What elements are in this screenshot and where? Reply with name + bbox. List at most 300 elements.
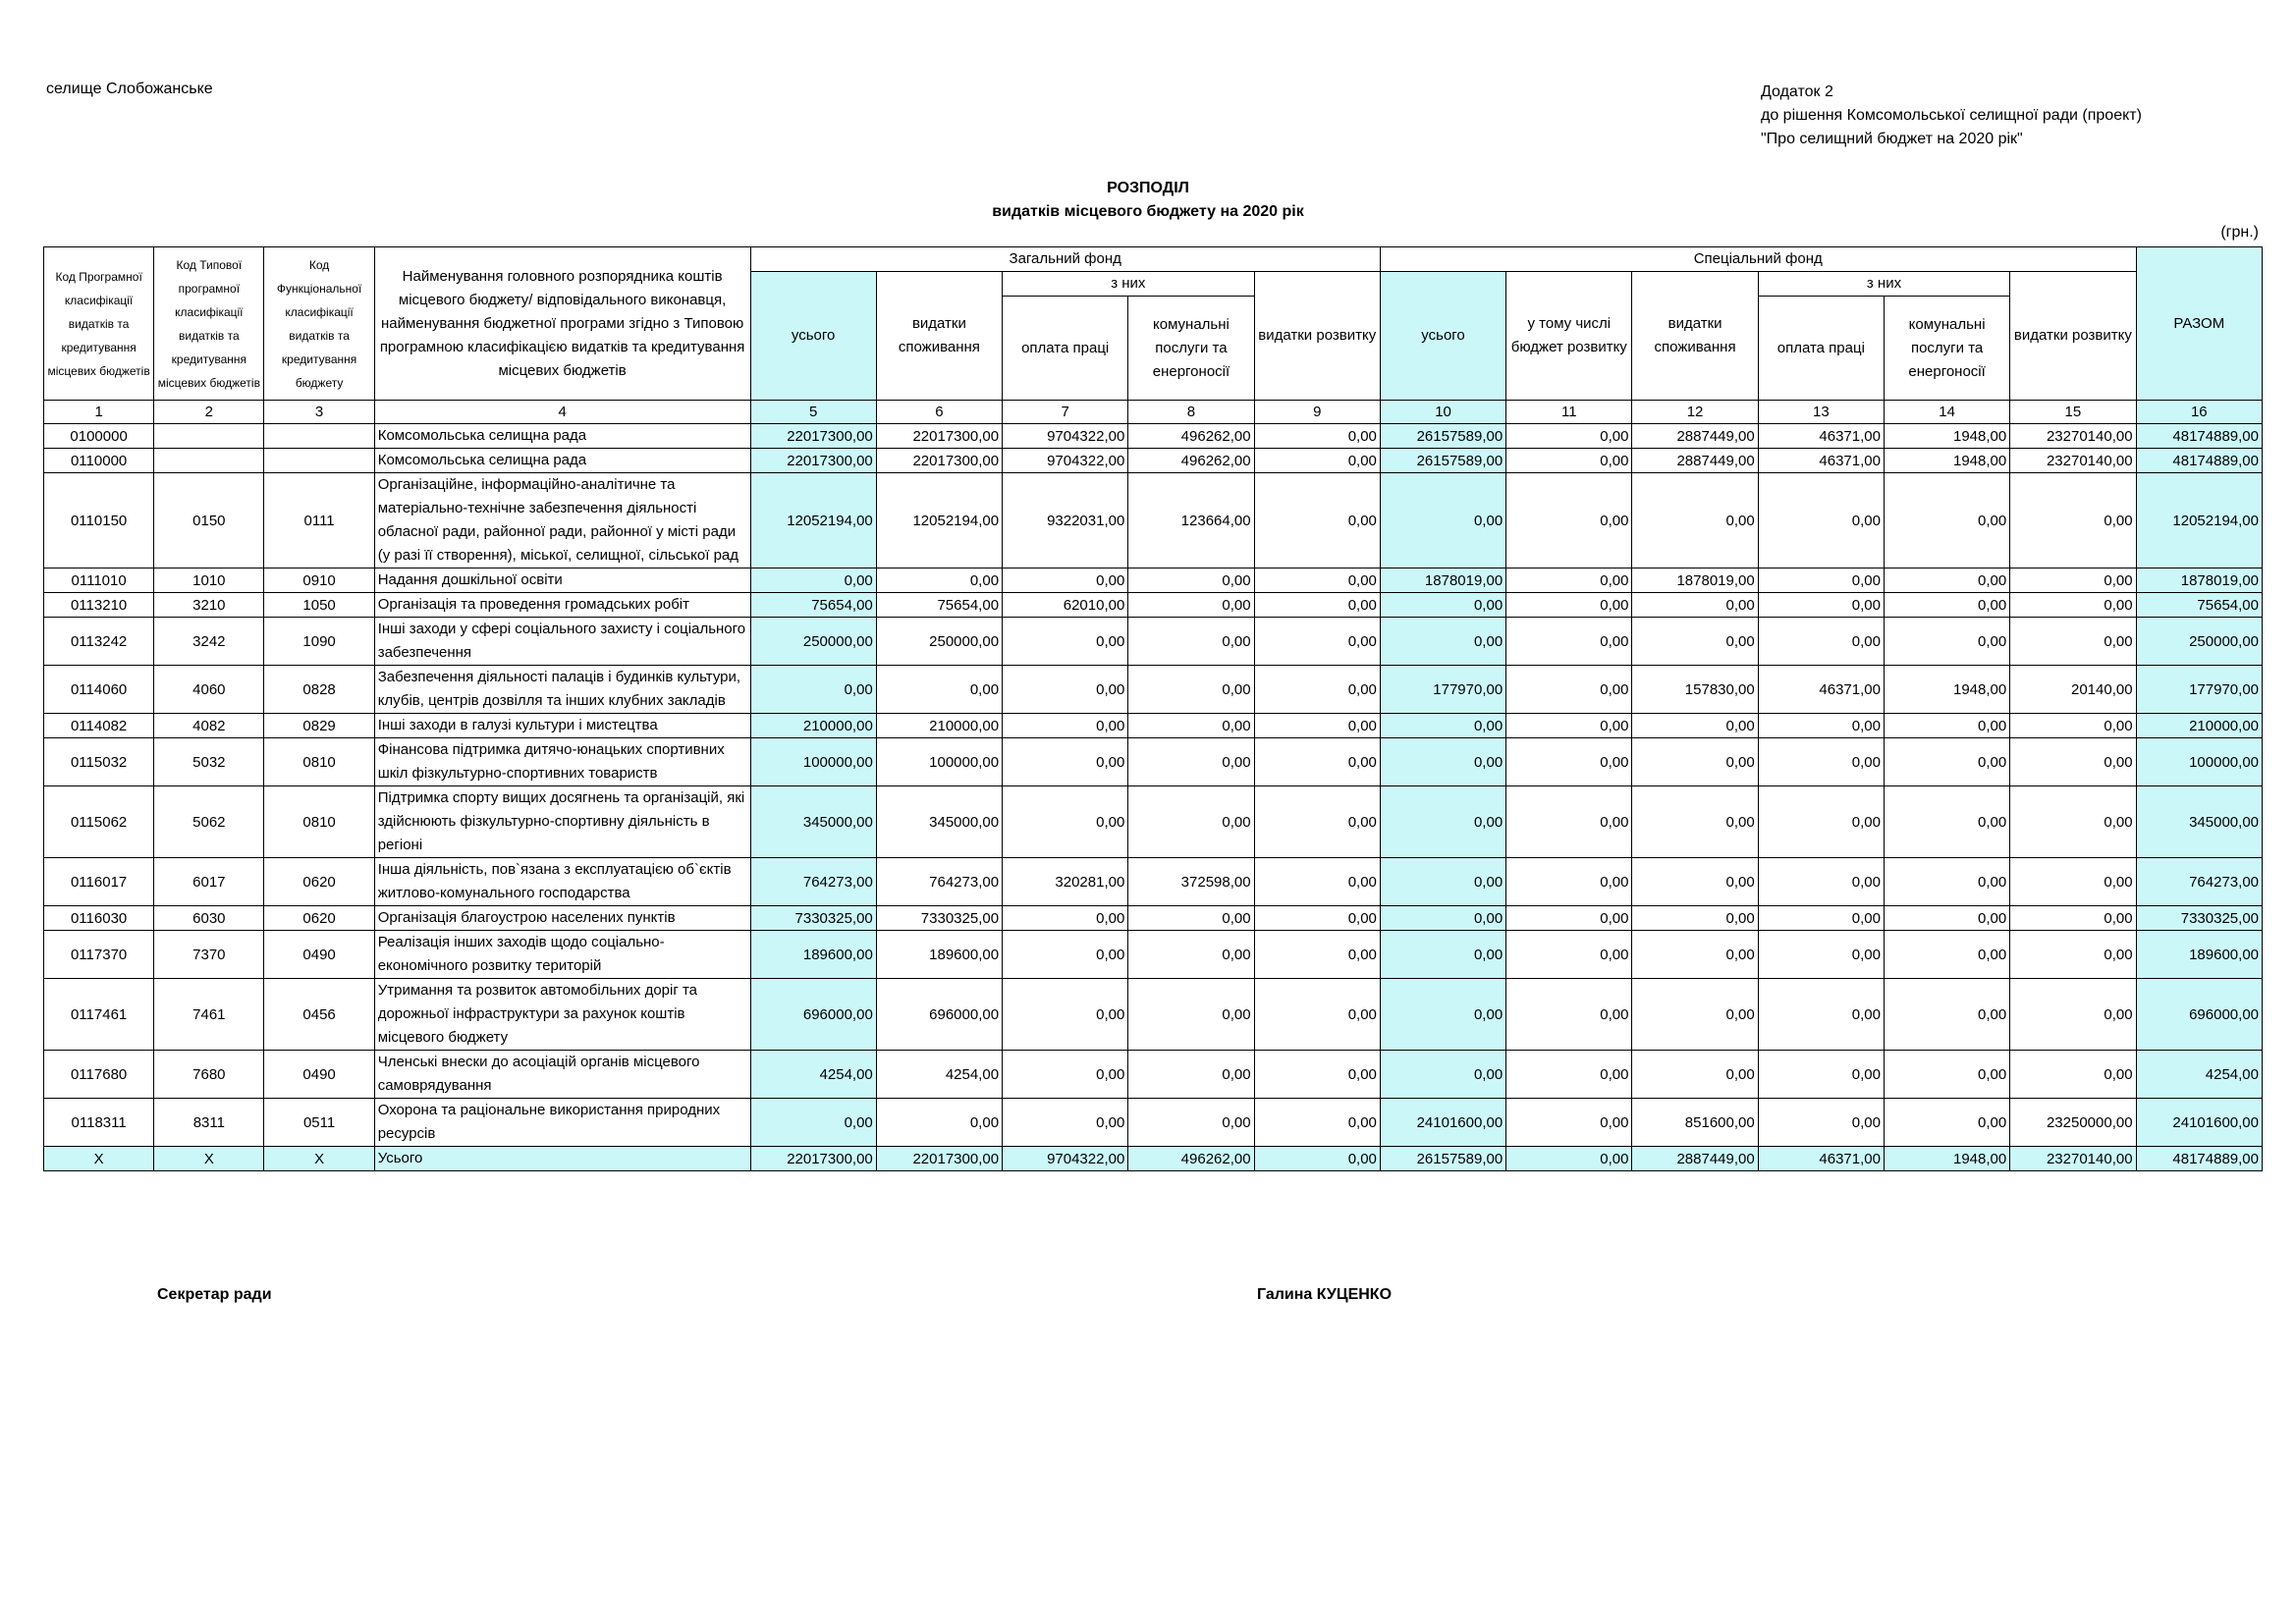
amount-cell: 764273,00	[876, 858, 1002, 906]
amount-cell: 0,00	[1003, 568, 1128, 593]
header-program-code: Код Програмної класифікації видатків та кредитування місцевих бюджетів	[44, 247, 154, 401]
amount-cell: 0,00	[1758, 1051, 1884, 1099]
amount-cell: 210000,00	[750, 714, 876, 738]
program-name-cell: Забезпечення діяльності палаців i будинків культури, клубів, центрів дозвілля та iнших клубних закладів	[374, 666, 750, 714]
amount-cell: 696000,00	[750, 979, 876, 1051]
amount-cell: 0,00	[1632, 858, 1758, 906]
amount-cell: 4254,00	[2136, 1051, 2262, 1099]
header-special-fund: Спеціальний фонд	[1380, 247, 2136, 272]
functional-code-cell	[264, 449, 374, 473]
amount-cell: 0,00	[1884, 1099, 2009, 1147]
amount-cell: 157830,00	[1632, 666, 1758, 714]
amount-cell: 4254,00	[876, 1051, 1002, 1099]
amount-cell: 75654,00	[750, 593, 876, 618]
budget-table	[43, 246, 2263, 1171]
program-code-cell: 0113242	[44, 618, 154, 666]
amount-cell: 0,00	[1254, 714, 1380, 738]
amount-cell: 0,00	[1003, 931, 1128, 979]
table-row	[44, 858, 2263, 906]
functional-code-cell: 0910	[264, 568, 374, 593]
amount-cell: 0,00	[1758, 618, 1884, 666]
amount-cell: 22017300,00	[876, 449, 1002, 473]
amount-cell: 177970,00	[2136, 666, 2262, 714]
amount-cell: 0,00	[1254, 568, 1380, 593]
amount-cell: 0,00	[1884, 593, 2009, 618]
program-name-cell: Усього	[374, 1147, 750, 1171]
amount-cell: 496262,00	[1128, 424, 1254, 449]
header-special-of-which: з них	[1758, 272, 2010, 297]
amount-cell: 0,00	[1254, 618, 1380, 666]
amount-cell: 696000,00	[876, 979, 1002, 1051]
amount-cell: 22017300,00	[876, 1147, 1002, 1171]
table-row	[44, 714, 2263, 738]
functional-code-cell: 1050	[264, 593, 374, 618]
amount-cell: 22017300,00	[750, 449, 876, 473]
amount-cell: 1948,00	[1884, 1147, 2009, 1171]
amount-cell: 23270140,00	[2010, 449, 2136, 473]
amount-cell: 0,00	[1254, 1099, 1380, 1147]
program-code-cell: 0118311	[44, 1099, 154, 1147]
functional-code-cell: 0810	[264, 786, 374, 858]
header-special-dev-budget: у тому числі бюджет розвитку	[1506, 272, 1632, 401]
amount-cell: 0,00	[1380, 738, 1505, 786]
typical-code-cell	[154, 449, 264, 473]
header-grand-total: РАЗОМ	[2136, 247, 2262, 401]
amount-cell: 0,00	[1380, 979, 1505, 1051]
table-row	[44, 738, 2263, 786]
typical-code-cell: 5032	[154, 738, 264, 786]
table-row	[44, 593, 2263, 618]
header-general-consumption: видатки споживання	[876, 272, 1002, 401]
amount-cell: 0,00	[1254, 666, 1380, 714]
amount-cell: 0,00	[1506, 738, 1632, 786]
amount-cell: 75654,00	[876, 593, 1002, 618]
functional-code-cell: 0620	[264, 906, 374, 931]
header-program-name: Найменування головного розпорядника коштів місцевого бюджету/ відповідального виконавця, найменування бюджетної програми згідно з Типовою програмною класифікацією видатків та кредитування місцевих бюджетів	[374, 247, 750, 401]
functional-code-cell: 0456	[264, 979, 374, 1051]
column-number: 16	[2136, 401, 2262, 424]
amount-cell: 2887449,00	[1632, 424, 1758, 449]
addendum-line: "Про селищний бюджет на 2020 рік"	[1761, 131, 2023, 147]
column-number: 15	[2010, 401, 2136, 424]
amount-cell: 0,00	[1758, 714, 1884, 738]
amount-cell: 0,00	[1003, 979, 1128, 1051]
table-row	[44, 786, 2263, 858]
program-code-cell: 0117370	[44, 931, 154, 979]
amount-cell: 0,00	[2010, 618, 2136, 666]
amount-cell: 189600,00	[876, 931, 1002, 979]
typical-code-cell	[154, 424, 264, 449]
amount-cell: 100000,00	[750, 738, 876, 786]
amount-cell: 0,00	[1506, 449, 1632, 473]
amount-cell: 1948,00	[1884, 424, 2009, 449]
amount-cell: 0,00	[1884, 568, 2009, 593]
program-code-cell: 0110150	[44, 473, 154, 568]
typical-code-cell: 8311	[154, 1099, 264, 1147]
typical-code-cell: X	[154, 1147, 264, 1171]
program-name-cell: Охорона та раціональне використання природних ресурсів	[374, 1099, 750, 1147]
amount-cell: 0,00	[1506, 906, 1632, 931]
program-name-cell: Комсомольська селищна рада	[374, 449, 750, 473]
amount-cell: 0,00	[1254, 738, 1380, 786]
amount-cell: 12052194,00	[876, 473, 1002, 568]
amount-cell: 1878019,00	[2136, 568, 2262, 593]
amount-cell: 23250000,00	[2010, 1099, 2136, 1147]
program-name-cell: Організаційне, інформаційно-аналітичне та матеріально-технічне забезпечення діяльності обласної ради, районної ради, районної у місті ради (у разі її створення), міської, селищної, сільської рад	[374, 473, 750, 568]
amount-cell: 496262,00	[1128, 1147, 1254, 1171]
program-name-cell: Організація та проведення громадських робіт	[374, 593, 750, 618]
amount-cell: 0,00	[1506, 593, 1632, 618]
amount-cell: 12052194,00	[750, 473, 876, 568]
amount-cell: 0,00	[1884, 618, 2009, 666]
amount-cell: 0,00	[1380, 906, 1505, 931]
program-name-cell: Інші заходи у сфері соціального захисту і соціального забезпечення	[374, 618, 750, 666]
amount-cell: 0,00	[1758, 738, 1884, 786]
column-number: 5	[750, 401, 876, 424]
table-row	[44, 473, 2263, 568]
amount-cell: 0,00	[1003, 786, 1128, 858]
program-code-cell: 0113210	[44, 593, 154, 618]
amount-cell: 0,00	[1632, 473, 1758, 568]
amount-cell: 0,00	[1758, 979, 1884, 1051]
typical-code-cell: 6030	[154, 906, 264, 931]
table-row	[44, 906, 2263, 931]
amount-cell: 0,00	[1632, 979, 1758, 1051]
amount-cell: 0,00	[1254, 473, 1380, 568]
amount-cell: 123664,00	[1128, 473, 1254, 568]
amount-cell: 0,00	[1128, 906, 1254, 931]
functional-code-cell: 0810	[264, 738, 374, 786]
amount-cell: 23270140,00	[2010, 1147, 2136, 1171]
amount-cell: 22017300,00	[876, 424, 1002, 449]
amount-cell: 22017300,00	[750, 424, 876, 449]
typical-code-cell: 4060	[154, 666, 264, 714]
amount-cell: 100000,00	[2136, 738, 2262, 786]
typical-code-cell: 3210	[154, 593, 264, 618]
header-special-development: видатки розвитку	[2010, 272, 2136, 401]
addendum-line: до рішення Комсомольської селищної ради (проект)	[1761, 107, 2142, 124]
amount-cell: 26157589,00	[1380, 424, 1505, 449]
amount-cell: 0,00	[2010, 738, 2136, 786]
column-number: 11	[1506, 401, 1632, 424]
amount-cell: 0,00	[1506, 1051, 1632, 1099]
amount-cell: 0,00	[1128, 714, 1254, 738]
header-special-total: усього	[1380, 272, 1505, 401]
amount-cell: 0,00	[1003, 714, 1128, 738]
amount-cell: 0,00	[1884, 473, 2009, 568]
program-name-cell: Інші заходи в галузі культури і мистецтва	[374, 714, 750, 738]
functional-code-cell: 1090	[264, 618, 374, 666]
amount-cell: 0,00	[1758, 858, 1884, 906]
header-general-wages: оплата праці	[1003, 297, 1128, 401]
table-row	[44, 979, 2263, 1051]
amount-cell: 0,00	[1128, 979, 1254, 1051]
column-number: 6	[876, 401, 1002, 424]
header-general-utilities: комунальні послуги та енергоносії	[1128, 297, 1254, 401]
header-special-wages: оплата праці	[1758, 297, 1884, 401]
amount-cell: 0,00	[1506, 666, 1632, 714]
amount-cell: 0,00	[1380, 1051, 1505, 1099]
amount-cell: 0,00	[1884, 738, 2009, 786]
amount-cell: 24101600,00	[1380, 1099, 1505, 1147]
amount-cell: 250000,00	[750, 618, 876, 666]
amount-cell: 0,00	[1254, 858, 1380, 906]
amount-cell: 0,00	[1128, 593, 1254, 618]
program-name-cell: Утримання та розвиток автомобільних доріг та дорожньої інфраструктури за рахунок коштів місцевого бюджету	[374, 979, 750, 1051]
amount-cell: 320281,00	[1003, 858, 1128, 906]
amount-cell: 0,00	[2010, 593, 2136, 618]
amount-cell: 189600,00	[750, 931, 876, 979]
amount-cell: 0,00	[1380, 714, 1505, 738]
amount-cell: 0,00	[1758, 593, 1884, 618]
program-code-cell: 0114060	[44, 666, 154, 714]
document-title	[0, 177, 2296, 224]
amount-cell: 48174889,00	[2136, 449, 2262, 473]
amount-cell: 0,00	[1758, 568, 1884, 593]
amount-cell: 0,00	[1758, 931, 1884, 979]
program-code-cell: 0115032	[44, 738, 154, 786]
amount-cell: 764273,00	[2136, 858, 2262, 906]
amount-cell: 75654,00	[2136, 593, 2262, 618]
amount-cell: 0,00	[1632, 1051, 1758, 1099]
typical-code-cell: 7680	[154, 1051, 264, 1099]
functional-code-cell: 0111	[264, 473, 374, 568]
program-code-cell: 0117680	[44, 1051, 154, 1099]
amount-cell: 0,00	[1884, 1051, 2009, 1099]
typical-code-cell: 7461	[154, 979, 264, 1051]
amount-cell: 0,00	[2010, 931, 2136, 979]
header-general-total: усього	[750, 272, 876, 401]
amount-cell: 0,00	[1003, 1099, 1128, 1147]
program-code-cell: 0114082	[44, 714, 154, 738]
column-number: 14	[1884, 401, 2009, 424]
amount-cell: 0,00	[1506, 714, 1632, 738]
program-name-cell: Надання дошкільної освіти	[374, 568, 750, 593]
amount-cell: 0,00	[1380, 618, 1505, 666]
column-number: 8	[1128, 401, 1254, 424]
subtitle-line: видатків місцевого бюджету на 2020 рік	[992, 203, 1304, 220]
amount-cell: 0,00	[1758, 786, 1884, 858]
amount-cell: 696000,00	[2136, 979, 2262, 1051]
amount-cell: 0,00	[1506, 1099, 1632, 1147]
amount-cell: 0,00	[876, 568, 1002, 593]
amount-cell: 46371,00	[1758, 449, 1884, 473]
table-row	[44, 1099, 2263, 1147]
amount-cell: 22017300,00	[750, 1147, 876, 1171]
amount-cell: 1948,00	[1884, 449, 2009, 473]
amount-cell: 0,00	[1254, 906, 1380, 931]
amount-cell: 9704322,00	[1003, 1147, 1128, 1171]
amount-cell: 0,00	[1254, 1051, 1380, 1099]
amount-cell: 46371,00	[1758, 1147, 1884, 1171]
amount-cell: 0,00	[1632, 714, 1758, 738]
column-number: 13	[1758, 401, 1884, 424]
currency-unit: (грн.)	[2220, 224, 2259, 241]
addendum-note	[1761, 81, 2142, 151]
table-row	[44, 618, 2263, 666]
amount-cell: 7330325,00	[750, 906, 876, 931]
program-name-cell: Інша діяльність, пов`язана з експлуатацією об`єктів житлово-комунального господарства	[374, 858, 750, 906]
amount-cell: 345000,00	[750, 786, 876, 858]
functional-code-cell: 0490	[264, 1051, 374, 1099]
amount-cell: 7330325,00	[876, 906, 1002, 931]
amount-cell: 0,00	[1506, 931, 1632, 979]
amount-cell: 851600,00	[1632, 1099, 1758, 1147]
amount-cell: 20140,00	[2010, 666, 2136, 714]
table-row	[44, 1147, 2263, 1171]
amount-cell: 0,00	[1506, 473, 1632, 568]
functional-code-cell: 0620	[264, 858, 374, 906]
program-name-cell: Фінансова підтримка дитячо-юнацьких спортивних шкіл фізкультурно-спортивних товариств	[374, 738, 750, 786]
amount-cell: 0,00	[750, 666, 876, 714]
program-name-cell: Реалізація інших заходів щодо соціально-економічного розвитку територій	[374, 931, 750, 979]
title-line: РОЗПОДІЛ	[1107, 180, 1189, 196]
amount-cell: 345000,00	[876, 786, 1002, 858]
header-general-of-which: з них	[1003, 272, 1255, 297]
table-row	[44, 666, 2263, 714]
amount-cell: 0,00	[1506, 424, 1632, 449]
typical-code-cell: 0150	[154, 473, 264, 568]
amount-cell: 62010,00	[1003, 593, 1128, 618]
amount-cell: 4254,00	[750, 1051, 876, 1099]
amount-cell: 0,00	[1506, 618, 1632, 666]
column-number: 10	[1380, 401, 1505, 424]
amount-cell: 7330325,00	[2136, 906, 2262, 931]
amount-cell: 100000,00	[876, 738, 1002, 786]
amount-cell: 0,00	[1128, 1051, 1254, 1099]
amount-cell: 0,00	[1632, 618, 1758, 666]
amount-cell: 0,00	[1884, 714, 2009, 738]
program-code-cell: 0115062	[44, 786, 154, 858]
amount-cell: 0,00	[1506, 858, 1632, 906]
amount-cell: 0,00	[1884, 786, 2009, 858]
amount-cell: 1878019,00	[1380, 568, 1505, 593]
amount-cell: 764273,00	[750, 858, 876, 906]
amount-cell: 12052194,00	[2136, 473, 2262, 568]
amount-cell: 0,00	[2010, 858, 2136, 906]
amount-cell: 0,00	[1632, 738, 1758, 786]
column-number: 2	[154, 401, 264, 424]
functional-code-cell: 0490	[264, 931, 374, 979]
amount-cell: 0,00	[876, 666, 1002, 714]
amount-cell: 0,00	[1003, 1051, 1128, 1099]
functional-code-cell: 0829	[264, 714, 374, 738]
amount-cell: 0,00	[2010, 473, 2136, 568]
amount-cell: 0,00	[1506, 1147, 1632, 1171]
program-name-cell: Організація благоустрою населених пунктів	[374, 906, 750, 931]
amount-cell: 189600,00	[2136, 931, 2262, 979]
amount-cell: 2887449,00	[1632, 1147, 1758, 1171]
amount-cell: 0,00	[1128, 666, 1254, 714]
typical-code-cell: 3242	[154, 618, 264, 666]
amount-cell: 0,00	[1506, 979, 1632, 1051]
amount-cell: 0,00	[1380, 786, 1505, 858]
amount-cell: 9704322,00	[1003, 449, 1128, 473]
typical-code-cell: 1010	[154, 568, 264, 593]
amount-cell: 0,00	[1380, 858, 1505, 906]
column-number: 9	[1254, 401, 1380, 424]
amount-cell: 0,00	[1758, 473, 1884, 568]
amount-cell: 0,00	[1506, 786, 1632, 858]
amount-cell: 0,00	[1003, 738, 1128, 786]
amount-cell: 177970,00	[1380, 666, 1505, 714]
table-row	[44, 449, 2263, 473]
amount-cell: 2887449,00	[1632, 449, 1758, 473]
amount-cell: 0,00	[1254, 449, 1380, 473]
amount-cell: 26157589,00	[1380, 1147, 1505, 1171]
header-special-utilities: комунальні послуги та енергоносії	[1884, 297, 2009, 401]
table-row	[44, 1051, 2263, 1099]
amount-cell: 0,00	[1632, 906, 1758, 931]
amount-cell: 1948,00	[1884, 666, 2009, 714]
amount-cell: 345000,00	[2136, 786, 2262, 858]
program-code-cell: 0110000	[44, 449, 154, 473]
amount-cell: 372598,00	[1128, 858, 1254, 906]
functional-code-cell: 0828	[264, 666, 374, 714]
place-name: селище Слобожанське	[46, 81, 213, 97]
amount-cell: 48174889,00	[2136, 1147, 2262, 1171]
header-typical-code: Код Типової програмної класифікації видатків та кредитування місцевих бюджетів	[154, 247, 264, 401]
amount-cell: 0,00	[2010, 714, 2136, 738]
amount-cell: 0,00	[1884, 979, 2009, 1051]
amount-cell: 0,00	[1003, 618, 1128, 666]
column-number: 7	[1003, 401, 1128, 424]
amount-cell: 0,00	[1254, 931, 1380, 979]
signature-role: Секретар ради	[157, 1286, 272, 1303]
functional-code-cell: X	[264, 1147, 374, 1171]
amount-cell: 1878019,00	[1632, 568, 1758, 593]
amount-cell: 0,00	[1884, 906, 2009, 931]
amount-cell: 0,00	[1758, 1099, 1884, 1147]
program-code-cell: X	[44, 1147, 154, 1171]
amount-cell: 0,00	[1003, 906, 1128, 931]
column-number-row	[44, 401, 2263, 424]
amount-cell: 0,00	[1380, 931, 1505, 979]
amount-cell: 0,00	[1884, 931, 2009, 979]
typical-code-cell: 7370	[154, 931, 264, 979]
amount-cell: 0,00	[1254, 786, 1380, 858]
amount-cell: 250000,00	[2136, 618, 2262, 666]
addendum-line: Додаток 2	[1761, 83, 1833, 100]
table-body	[44, 401, 2263, 1171]
amount-cell: 0,00	[1128, 786, 1254, 858]
typical-code-cell: 4082	[154, 714, 264, 738]
amount-cell: 26157589,00	[1380, 449, 1505, 473]
amount-cell: 0,00	[1758, 906, 1884, 931]
program-code-cell: 0100000	[44, 424, 154, 449]
amount-cell: 0,00	[1128, 618, 1254, 666]
amount-cell: 0,00	[1128, 1099, 1254, 1147]
program-name-cell: Підтримка спорту вищих досягнень та організацій, які здійснюють фізкультурно-спортивну діяльність в регіоні	[374, 786, 750, 858]
amount-cell: 9704322,00	[1003, 424, 1128, 449]
amount-cell: 48174889,00	[2136, 424, 2262, 449]
amount-cell: 46371,00	[1758, 666, 1884, 714]
amount-cell: 0,00	[1003, 666, 1128, 714]
amount-cell: 0,00	[1632, 593, 1758, 618]
program-code-cell: 0111010	[44, 568, 154, 593]
amount-cell: 0,00	[1254, 979, 1380, 1051]
column-number: 3	[264, 401, 374, 424]
amount-cell: 210000,00	[876, 714, 1002, 738]
program-code-cell: 0116017	[44, 858, 154, 906]
program-name-cell: Членські внески до асоціацій органів місцевого самоврядування	[374, 1051, 750, 1099]
amount-cell: 0,00	[876, 1099, 1002, 1147]
amount-cell: 250000,00	[876, 618, 1002, 666]
amount-cell: 496262,00	[1128, 449, 1254, 473]
table-row	[44, 931, 2263, 979]
functional-code-cell	[264, 424, 374, 449]
amount-cell: 0,00	[2010, 786, 2136, 858]
